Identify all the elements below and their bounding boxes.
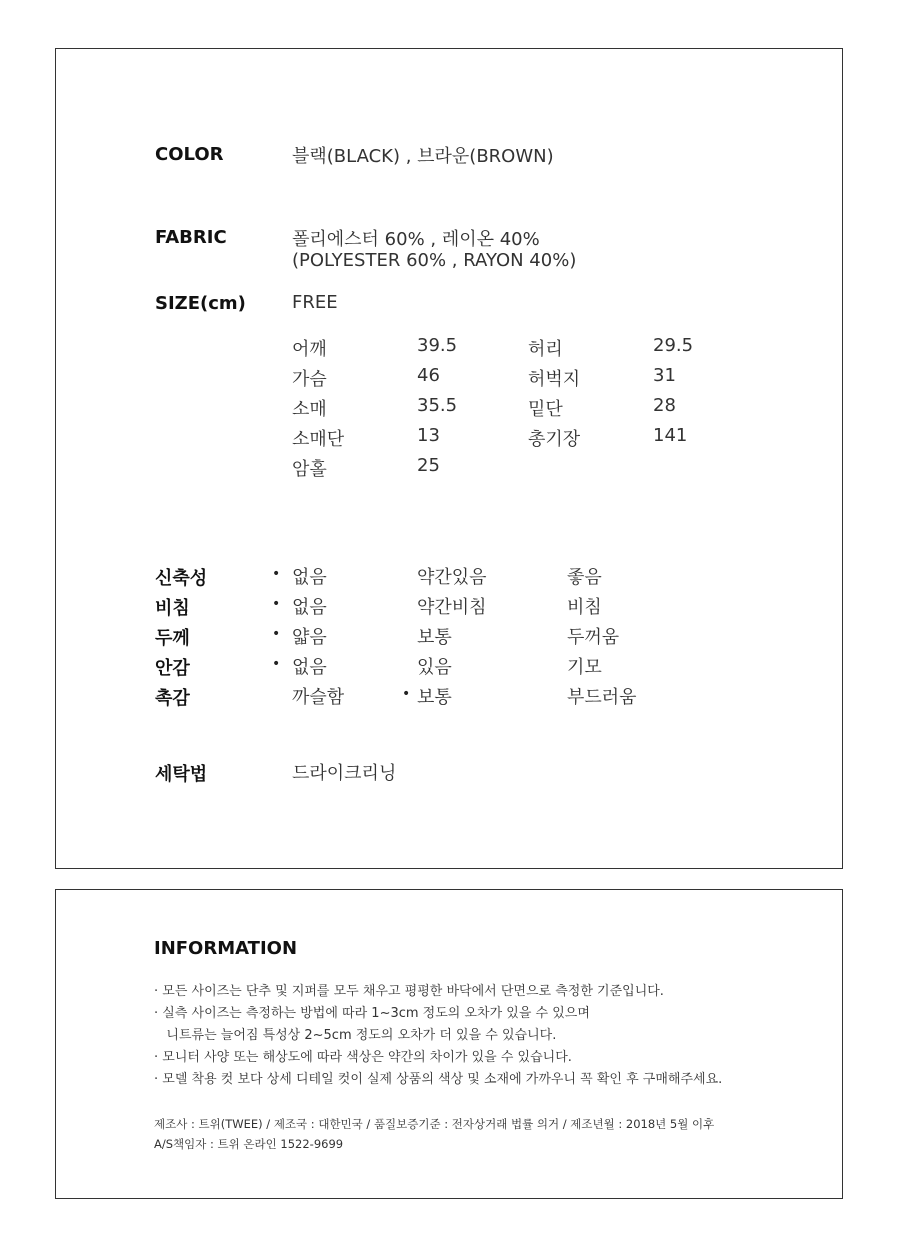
- measure-value: 31: [653, 365, 676, 386]
- as-contact-info: A/S책임자 : 트위 온라인 1522-9699: [154, 1137, 344, 1151]
- attribute-option: 비침: [567, 597, 602, 618]
- measure-value: 28: [653, 395, 676, 416]
- attribute-option: 보통: [417, 627, 452, 648]
- measure-value: 39.5: [417, 335, 458, 356]
- attribute-label: 촉감: [155, 688, 190, 709]
- color-value: 블랙(BLACK) , 브라운(BROWN): [292, 146, 554, 167]
- measure-value: 29.5: [653, 335, 694, 356]
- selected-bullet-icon: •: [272, 656, 281, 672]
- size-value: FREE: [292, 292, 338, 313]
- information-title: INFORMATION: [154, 938, 298, 959]
- measure-value: 141: [653, 425, 688, 446]
- attribute-option: 부드러움: [567, 687, 637, 708]
- measure-value: 25: [417, 455, 440, 476]
- info-note: 니트류는 늘어짐 특성상 2~5cm 정도의 오차가 더 있을 수 있습니다.: [154, 1028, 557, 1043]
- attribute-option: 보통: [417, 687, 452, 708]
- attribute-option: 없음: [292, 597, 327, 618]
- measure-name: 밑단: [528, 399, 563, 420]
- wash-label: 세탁법: [155, 764, 208, 785]
- attribute-option: 없음: [292, 567, 327, 588]
- selected-bullet-icon: •: [272, 596, 281, 612]
- measure-name: 허리: [528, 339, 563, 360]
- info-note: · 모니터 사양 또는 해상도에 따라 색상은 약간의 차이가 있을 수 있습니다.: [154, 1050, 572, 1065]
- attribute-option: 두꺼움: [567, 627, 620, 648]
- measure-name: 허벅지: [528, 369, 581, 390]
- attribute-option: 약간있음: [417, 567, 487, 588]
- size-label: SIZE(cm): [155, 293, 246, 314]
- fabric-line-2: (POLYESTER 60% , RAYON 40%): [292, 250, 577, 271]
- attribute-option: 까슬함: [292, 687, 345, 708]
- info-note: · 모든 사이즈는 단추 및 지퍼를 모두 채우고 평평한 바닥에서 단면으로 측정한 기준입니다.: [154, 984, 664, 999]
- information-panel: [55, 889, 843, 1199]
- wash-value: 드라이크리닝: [292, 763, 397, 784]
- measure-name: 총기장: [528, 429, 581, 450]
- measure-name: 가슴: [292, 369, 327, 390]
- measure-name: 소매: [292, 399, 327, 420]
- info-note: · 실측 사이즈는 측정하는 방법에 따라 1~3cm 정도의 오차가 있을 수 있으며: [154, 1006, 590, 1021]
- attribute-option: 약간비침: [417, 597, 487, 618]
- attribute-label: 안감: [155, 658, 190, 679]
- attribute-label: 신축성: [155, 568, 208, 589]
- measure-value: 46: [417, 365, 440, 386]
- measure-value: 35.5: [417, 395, 458, 416]
- fabric-line-1: 폴리에스터 60% , 레이온 40%: [292, 229, 540, 250]
- measure-name: 소매단: [292, 429, 345, 450]
- measure-name: 어깨: [292, 339, 327, 360]
- attribute-option: 기모: [567, 657, 602, 678]
- selected-bullet-icon: •: [272, 626, 281, 642]
- attribute-option: 있음: [417, 657, 452, 678]
- attribute-option: 좋음: [567, 567, 602, 588]
- info-note: · 모델 착용 컷 보다 상세 디테일 컷이 실제 상품의 색상 및 소재에 가까우니 꼭 확인 후 구매해주세요.: [154, 1072, 723, 1087]
- product-spec-panel: [55, 48, 843, 869]
- selected-bullet-icon: •: [402, 686, 411, 702]
- fabric-label: FABRIC: [155, 227, 227, 248]
- measure-value: 13: [417, 425, 440, 446]
- attribute-label: 두께: [155, 628, 190, 649]
- manufacturer-info: 제조사 : 트위(TWEE) / 제조국 : 대한민국 / 품질보증기준 : 전자상거래 법률 의거 / 제조년월 : 2018년 5월 이후: [154, 1117, 715, 1131]
- attribute-option: 얇음: [292, 627, 327, 648]
- measure-name: 암홀: [292, 459, 327, 480]
- color-label: COLOR: [155, 144, 224, 165]
- attribute-label: 비침: [155, 598, 190, 619]
- selected-bullet-icon: •: [272, 566, 281, 582]
- attribute-option: 없음: [292, 657, 327, 678]
